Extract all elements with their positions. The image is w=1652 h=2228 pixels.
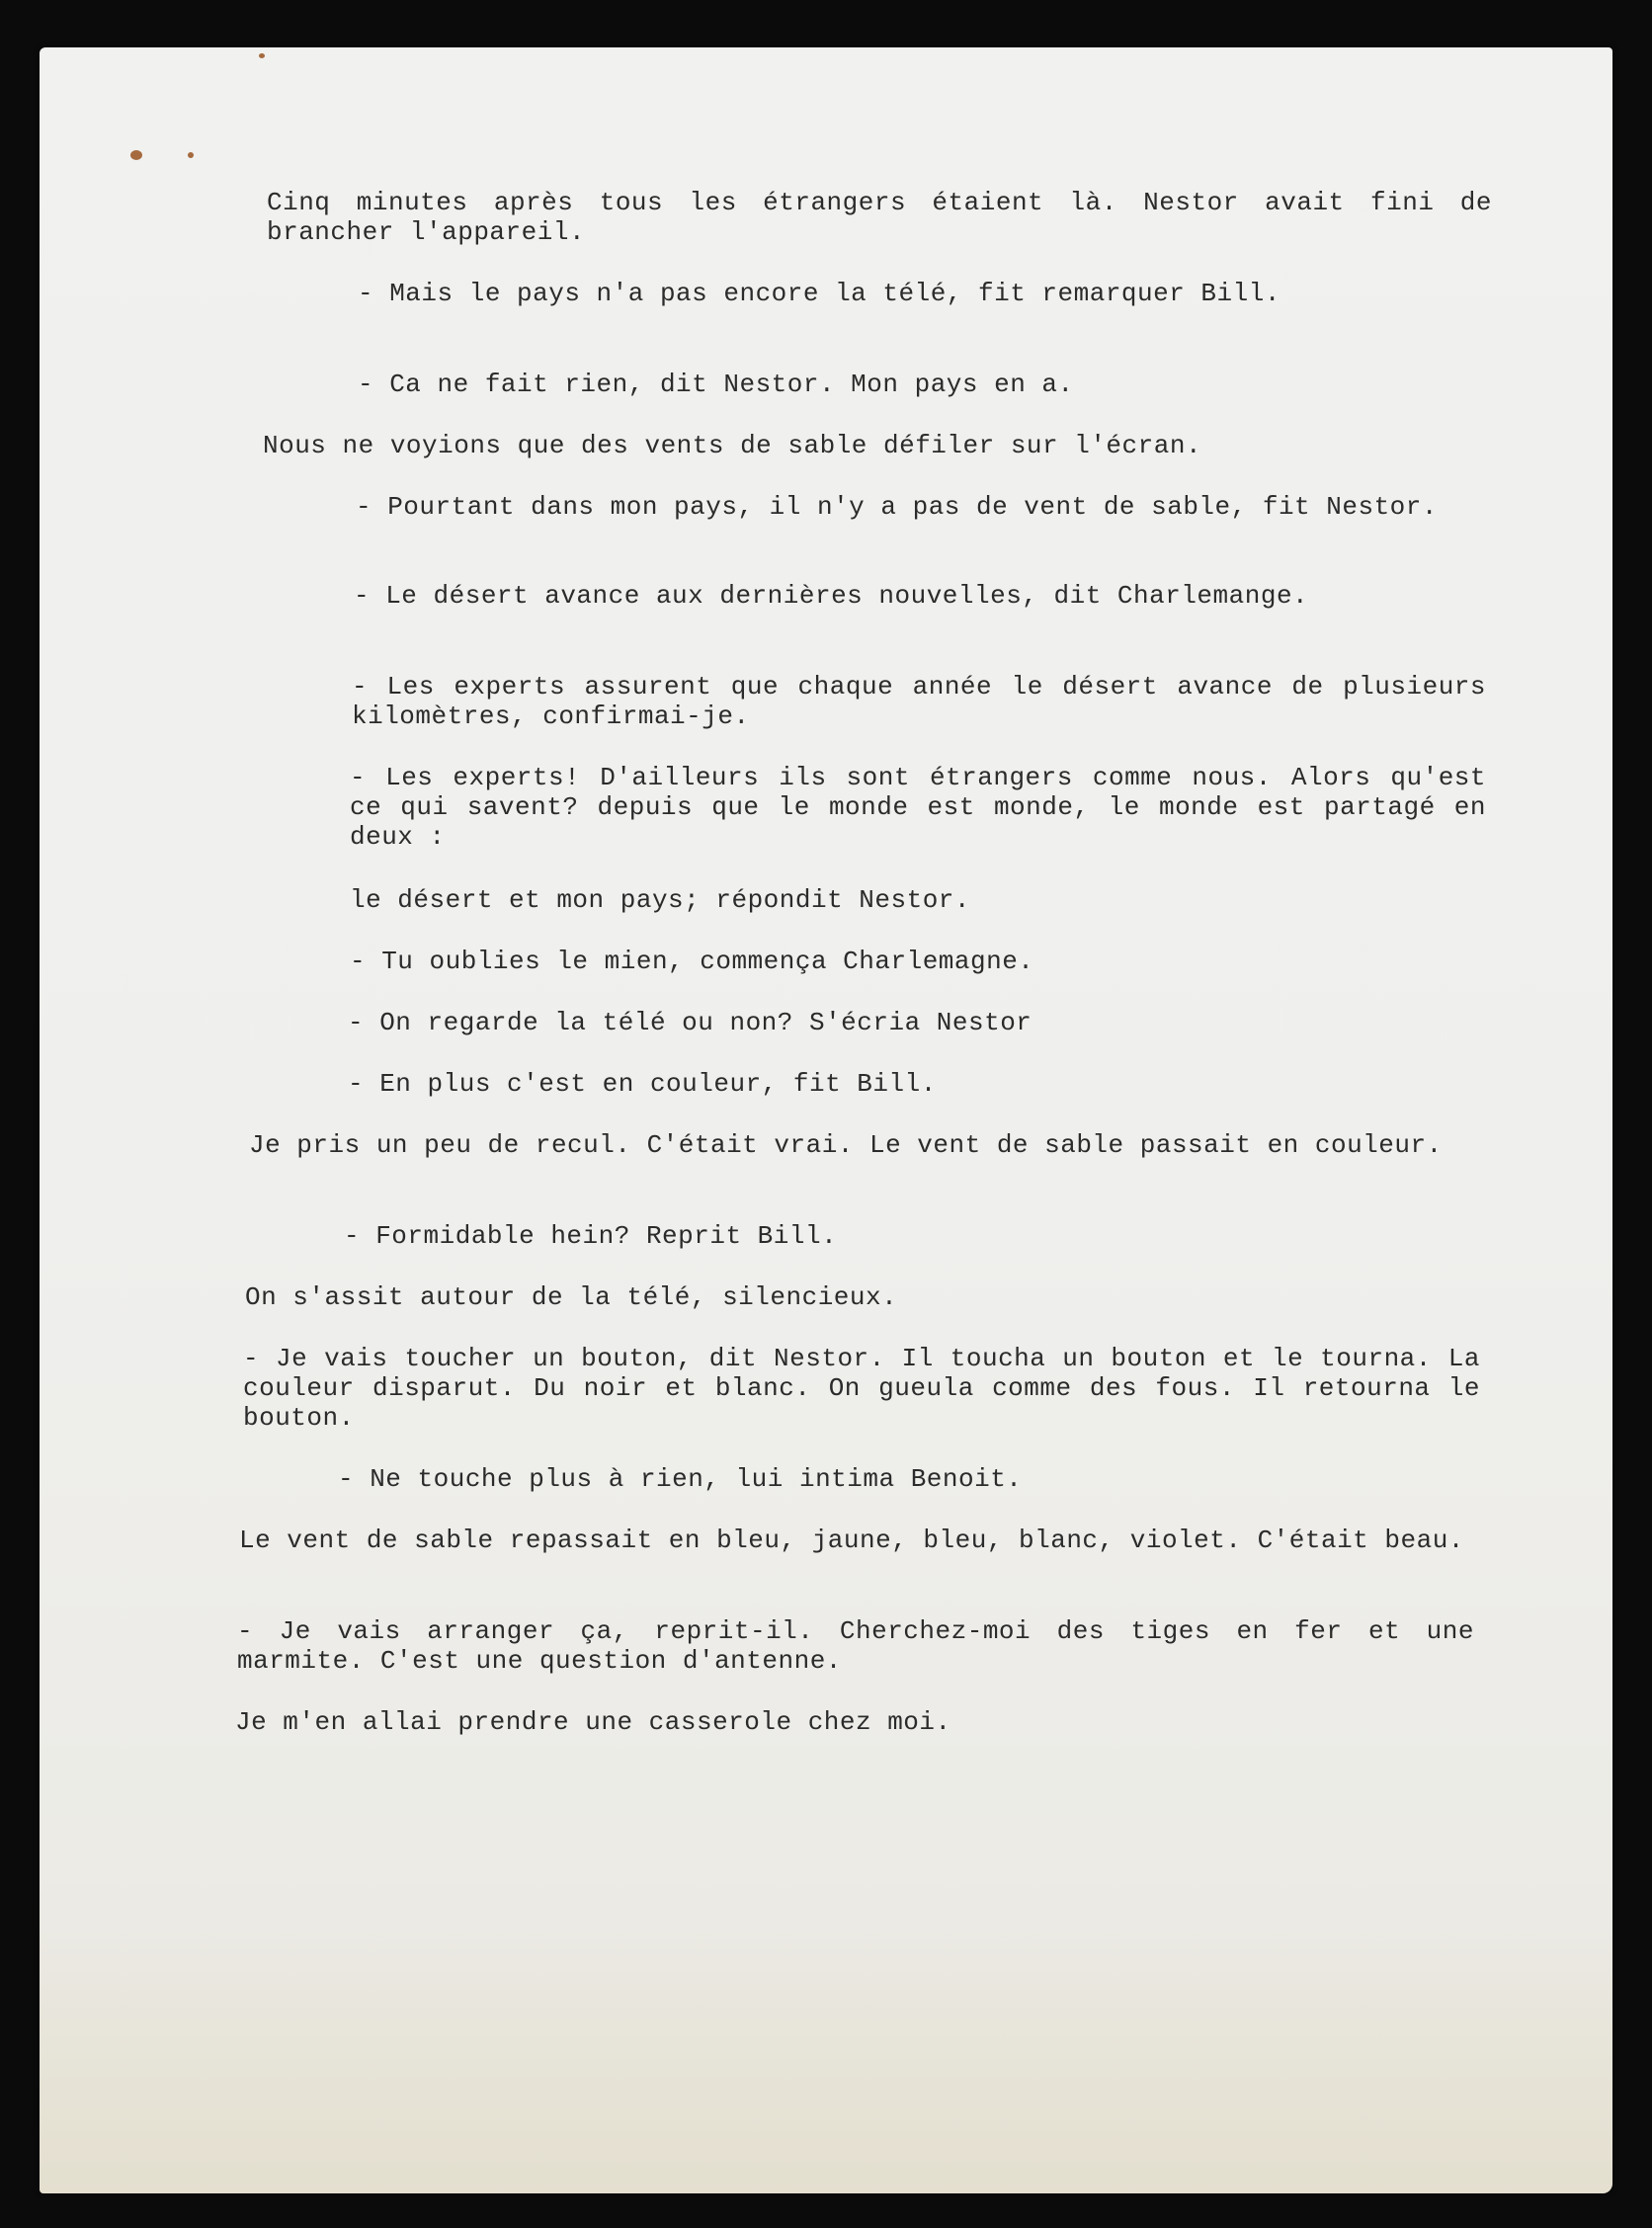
paragraph: Le vent de sable repassait en bleu, jaune, bleu, blanc, violet. C'était beau.: [239, 1526, 1464, 1555]
paragraph: - Ne touche plus à rien, lui intima Benoit.: [338, 1464, 1023, 1494]
paragraph: - Je vais toucher un bouton, dit Nestor. Il toucha un bouton et le tourna. La couleur disparut. Du noir et blanc. On gueula comme des fous. Il retourna le bouton.: [243, 1344, 1480, 1433]
paragraph: Cinq minutes après tous les étrangers étaient là. Nestor avait fini de brancher l'appareil.: [267, 188, 1492, 247]
paragraph: Je m'en allai prendre une casserole chez moi.: [235, 1707, 951, 1737]
paragraph: - Formidable hein? Reprit Bill.: [344, 1221, 838, 1251]
paragraph: le désert et mon pays; répondit Nestor.: [350, 885, 970, 915]
paragraph: - Pourtant dans mon pays, il n'y a pas de vent de sable, fit Nestor.: [356, 492, 1438, 522]
paragraph: On s'assit autour de la télé, silencieux.: [245, 1282, 898, 1312]
paragraph: - Les experts! D'ailleurs ils sont étrangers comme nous. Alors qu'est ce qui savent? depuis que le monde est monde, le monde est partagé en deux :: [350, 763, 1486, 852]
paragraph: - Je vais arranger ça, reprit-il. Cherchez-moi des tiges en fer et une marmite. C'est une question d'antenne.: [237, 1616, 1474, 1676]
paragraph: - Les experts assurent que chaque année le désert avance de plusieurs kilomètres, confirmai-je.: [352, 672, 1486, 731]
paragraph: - On regarde la télé ou non? S'écria Nestor: [348, 1008, 1032, 1037]
paragraph: - Le désert avance aux dernières nouvelles, dit Charlemange.: [354, 581, 1309, 611]
paragraph: - Mais le pays n'a pas encore la télé, fit remarquer Bill.: [358, 279, 1280, 308]
typed-text: [40, 47, 1612, 2193]
paragraph: - Tu oublies le mien, commença Charlemagne.: [350, 947, 1034, 976]
paper-page: [40, 47, 1612, 2193]
paragraph: - Ca ne fait rien, dit Nestor. Mon pays en a.: [358, 370, 1074, 399]
paragraph: Nous ne voyions que des vents de sable défiler sur l'écran.: [263, 431, 1202, 460]
paragraph: - En plus c'est en couleur, fit Bill.: [348, 1069, 937, 1099]
paragraph: Je pris un peu de recul. C'était vrai. Le vent de sable passait en couleur.: [249, 1130, 1443, 1160]
